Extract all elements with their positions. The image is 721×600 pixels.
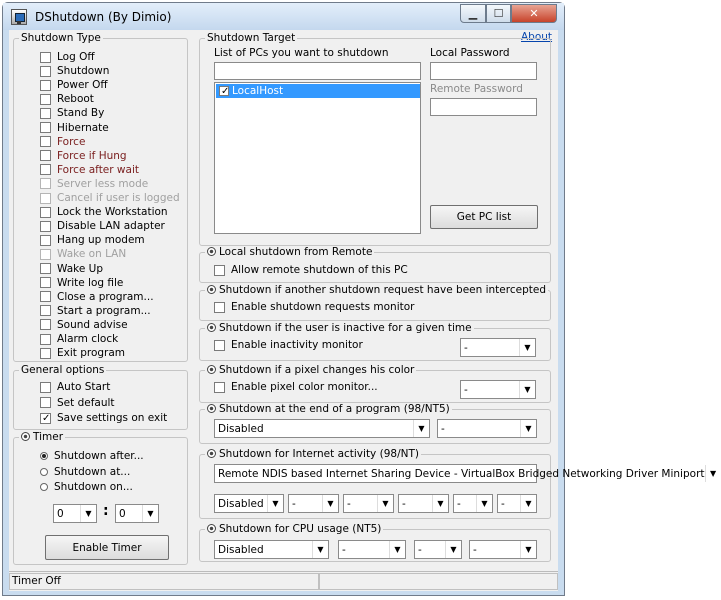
shutdown-type-write-log-file-label: Write log file [57,276,124,289]
shutdown-type-shutdown[interactable] [40,64,109,78]
chevron-down-icon: ▼ [520,495,536,512]
option-save-settings-on-exit-label: Save settings on exit [57,412,168,424]
shutdown-type-sound-advise[interactable] [40,318,128,332]
pc-name-input[interactable] [214,62,421,80]
inactivity-monitor-label: Enable inactivity monitor [231,339,363,351]
option-save-settings-on-exit[interactable] [40,411,167,425]
timer-legend: Timer [19,432,65,443]
title-bar [3,3,564,30]
enable-timer-button[interactable]: Enable Timer [45,535,169,560]
shutdown-type-hang-up-modem[interactable] [40,233,145,247]
checkbox-box [40,94,51,105]
cpu-select-3-value: - [473,543,477,556]
internet-select-2-value: - [347,497,351,510]
shutdown-type-disable-lan-adapter-label: Disable LAN adapter [57,220,165,233]
internet-select-0[interactable] [214,494,284,513]
shutdown-type-start-a-program-label: Start a program... [57,304,151,317]
inactivity-time-select[interactable] [460,338,536,357]
maximize-icon: ☐ [493,7,504,20]
timer-option-label: Shutdown on... [54,481,133,493]
checkbox-box [40,193,51,204]
shutdown-type-alarm-clock-label: Alarm clock [57,333,119,345]
requests-monitor-label: Enable shutdown requests monitor [231,301,415,313]
program-end-value-2: - [441,422,445,435]
internet-select-3[interactable] [398,494,449,513]
timer-option-label: Shutdown after... [54,450,144,462]
chevron-down-icon: ▼ [519,339,535,356]
cpu-select-1[interactable] [338,540,406,559]
shutdown-type-start-a-program[interactable] [40,304,151,318]
shutdown-type-sound-advise-label: Sound advise [57,318,128,331]
checkbox-box [40,382,51,393]
internet-select-2[interactable] [343,494,394,513]
option-set-default[interactable] [40,396,115,410]
program-end-select[interactable] [214,419,430,438]
shutdown-target-legend: Shutdown Target [207,32,296,44]
shutdown-type-shutdown-label: Shutdown [57,65,110,78]
chevron-down-icon: ▼ [432,495,448,512]
shutdown-type-hang-up-modem-label: Hang up modem [57,234,145,247]
shutdown-type-hibernate-label: Hibernate [57,121,109,134]
checkbox-box [40,52,51,63]
pc-list-label: List of PCs you want to shutdown [214,47,389,59]
remote-password-label: Remote Password [430,83,523,95]
network-device-value: Remote NDIS based Internet Sharing Device - VirtualBox Bridged Networking Driver Miniport [218,467,705,480]
internet-select-3-value: - [402,497,406,510]
radio-dot [40,468,48,476]
chevron-down-icon: ▼ [519,381,535,398]
local-password-label: Local Password [430,47,510,59]
chevron-down-icon: ▼ [389,541,405,558]
pc-list[interactable] [214,82,421,234]
cpu-select-3[interactable] [469,540,537,559]
shutdown-type-server-less-mode[interactable] [40,177,148,191]
timer-separator: : [103,503,109,519]
checkbox-box [214,382,225,393]
shutdown-type-wake-on-lan-label: Wake on LAN [57,248,127,261]
shutdown-type-log-off[interactable] [40,50,95,64]
pixel-select[interactable] [460,380,536,399]
checkbox-box [40,334,51,345]
shutdown-type-force-after-wait[interactable] [40,163,139,177]
shutdown-type-force-if-hung-label: Force if Hung [57,149,127,162]
internet-select-4[interactable] [453,494,493,513]
timer-minutes-select[interactable] [115,504,159,523]
option-auto-start-label: Auto Start [57,381,111,393]
shutdown-type-force-after-wait-label: Force after wait [57,163,139,176]
remote-password-field[interactable] [430,98,537,116]
checkbox-box [40,263,51,274]
checkbox-box [40,397,51,408]
allow-remote-checkbox[interactable] [214,263,408,277]
chevron-down-icon: ▼ [322,495,338,512]
shutdown-type-write-log-file[interactable] [40,276,123,290]
inactivity-monitor-checkbox[interactable] [214,338,363,352]
checkbox-box [40,291,51,302]
shutdown-type-force-if-hung[interactable] [40,149,127,163]
shutdown-type-force-label: Force [57,135,86,148]
app-window [2,2,717,596]
general-options-legend: General options [21,364,105,376]
chevron-down-icon: ▼ [80,505,96,522]
shutdown-type-reboot[interactable] [40,92,94,106]
chevron-down-icon: ▼ [445,541,461,558]
inactive-legend: Shutdown if the user is inactive for a given time [205,323,474,334]
shutdown-type-cancel-if-user-is-logged-label: Cancel if user is logged [57,192,180,204]
pc-list-item[interactable] [216,84,420,98]
checkbox-box [40,348,51,359]
shutdown-type-wake-on-lan[interactable] [40,247,126,261]
chevron-down-icon: ▼ [377,495,393,512]
allow-remote-label: Allow remote shutdown of this PC [231,264,408,276]
status-text: Timer Off [9,573,319,590]
inactivity-time-value: - [464,341,468,354]
close-icon: ✕ [529,7,539,20]
shutdown-type-force[interactable] [40,135,85,149]
shutdown-type-cancel-if-user-is-logged[interactable] [40,191,180,205]
get-pc-list-button[interactable]: Get PC list [430,205,538,229]
cpu-select-1-value: - [342,543,346,556]
checkbox-box [40,319,51,330]
chevron-down-icon: ▼ [520,541,536,558]
status-panel-2 [319,573,558,590]
timer-option-label: Shutdown at... [54,465,131,478]
close-button[interactable] [511,4,557,23]
program-end-legend: Shutdown at the end of a program (98/NT5) [205,404,452,415]
chevron-down-icon: ▼ [705,465,721,482]
checkbox-box [40,108,51,119]
checkbox-box [40,221,51,232]
checkbox-box [40,136,51,147]
timer-option-0[interactable] [40,450,144,462]
program-end-value: Disabled [218,422,264,435]
client-area [9,30,717,591]
cpu-select-2-value: - [418,543,422,556]
shutdown-type-exit-program[interactable] [40,346,125,360]
shutdown-type-stand-by[interactable] [40,106,104,120]
radio-dot [40,452,48,460]
chevron-down-icon: ▼ [476,495,492,512]
shutdown-type-lock-the-workstation-label: Lock the Workstation [57,206,168,219]
shutdown-type-wake-up[interactable] [40,262,103,276]
internet-select-5-value: - [501,497,505,510]
shutdown-type-server-less-mode-label: Server less mode [57,177,149,190]
shutdown-type-lock-the-workstation[interactable] [40,205,168,219]
pixel-legend: Shutdown if a pixel changes his color [205,365,416,376]
option-set-default-label: Set default [57,396,115,409]
pc-checkbox[interactable] [219,86,229,96]
local-password-field[interactable] [430,62,537,80]
checkbox-box [40,207,51,218]
cpu-select-0[interactable] [214,540,329,559]
pixel-monitor-checkbox[interactable] [214,380,378,394]
shutdown-type-wake-up-label: Wake Up [57,262,103,275]
option-auto-start[interactable] [40,380,110,394]
timer-hours-select[interactable] [53,504,97,523]
about-link[interactable]: About [521,31,553,43]
checkbox-box [40,178,51,189]
checkbox-box [40,80,51,91]
chevron-down-icon: ▼ [267,495,283,512]
checkbox-box [40,164,51,175]
timer-option-2[interactable] [40,481,133,493]
shutdown-type-disable-lan-adapter[interactable] [40,219,165,233]
shutdown-type-reboot-label: Reboot [57,93,94,106]
cpu-select-0-value: Disabled [218,543,264,556]
shutdown-type-alarm-clock[interactable] [40,332,118,346]
computer-icon [11,9,27,25]
shutdown-type-hibernate[interactable] [40,121,109,135]
internet-select-5[interactable] [497,494,537,513]
pc-label: LocalHost [232,85,284,97]
internet-select-0-value: Disabled [218,497,264,510]
pixel-select-value: - [464,383,468,396]
checkbox-box [40,305,51,316]
checkbox-box [40,249,51,260]
radio-dot [40,483,48,491]
chevron-down-icon: ▼ [520,420,536,437]
timer-option-1[interactable] [40,466,130,478]
checkbox-box [40,122,51,133]
intercepted-legend: Shutdown if another shutdown request have been intercepted [205,285,548,296]
minimize-button[interactable] [460,4,486,23]
checkbox-box [214,302,225,313]
timer-minutes-value: 0 [119,507,126,520]
internet-select-4-value: - [457,497,461,510]
shutdown-type-log-off-label: Log Off [57,51,95,63]
shutdown-type-stand-by-label: Stand By [57,107,105,120]
window-title: DShutdown (By Dimio) [35,10,172,24]
chevron-down-icon: ▼ [312,541,328,558]
checkbox-box [40,277,51,288]
cpu-select-2[interactable] [414,540,462,559]
remote-shutdown-legend: Local shutdown from Remote [205,247,374,258]
status-bar [9,571,558,591]
shutdown-type-close-a-program-label: Close a program... [57,290,154,303]
shutdown-type-power-off-label: Power Off [57,79,108,92]
minimize-icon: ▁ [468,7,478,20]
internet-select-1-value: - [292,497,296,510]
shutdown-type-exit-program-label: Exit program [57,347,126,360]
network-device-select[interactable] [214,464,717,483]
chevron-down-icon: ▼ [413,420,429,437]
timer-hours-value: 0 [57,507,64,520]
shutdown-type-power-off[interactable] [40,78,108,92]
checkbox-box [40,413,51,424]
checkbox-box [40,66,51,77]
program-end-select-2[interactable] [437,419,537,438]
internet-legend: Shutdown for Internet activity (98/NT) [205,449,421,460]
shutdown-type-close-a-program[interactable] [40,290,154,304]
cpu-legend: Shutdown for CPU usage (NT5) [205,524,383,535]
maximize-button[interactable] [486,4,511,23]
requests-monitor-checkbox[interactable] [214,300,414,314]
checkbox-box [214,265,225,276]
pixel-monitor-label: Enable pixel color monitor... [231,381,378,393]
shutdown-type-legend: Shutdown Type [21,32,101,44]
checkbox-box [40,235,51,246]
chevron-down-icon: ▼ [142,505,158,522]
internet-select-1[interactable] [288,494,339,513]
checkbox-box [214,340,225,351]
checkbox-box [40,150,51,161]
